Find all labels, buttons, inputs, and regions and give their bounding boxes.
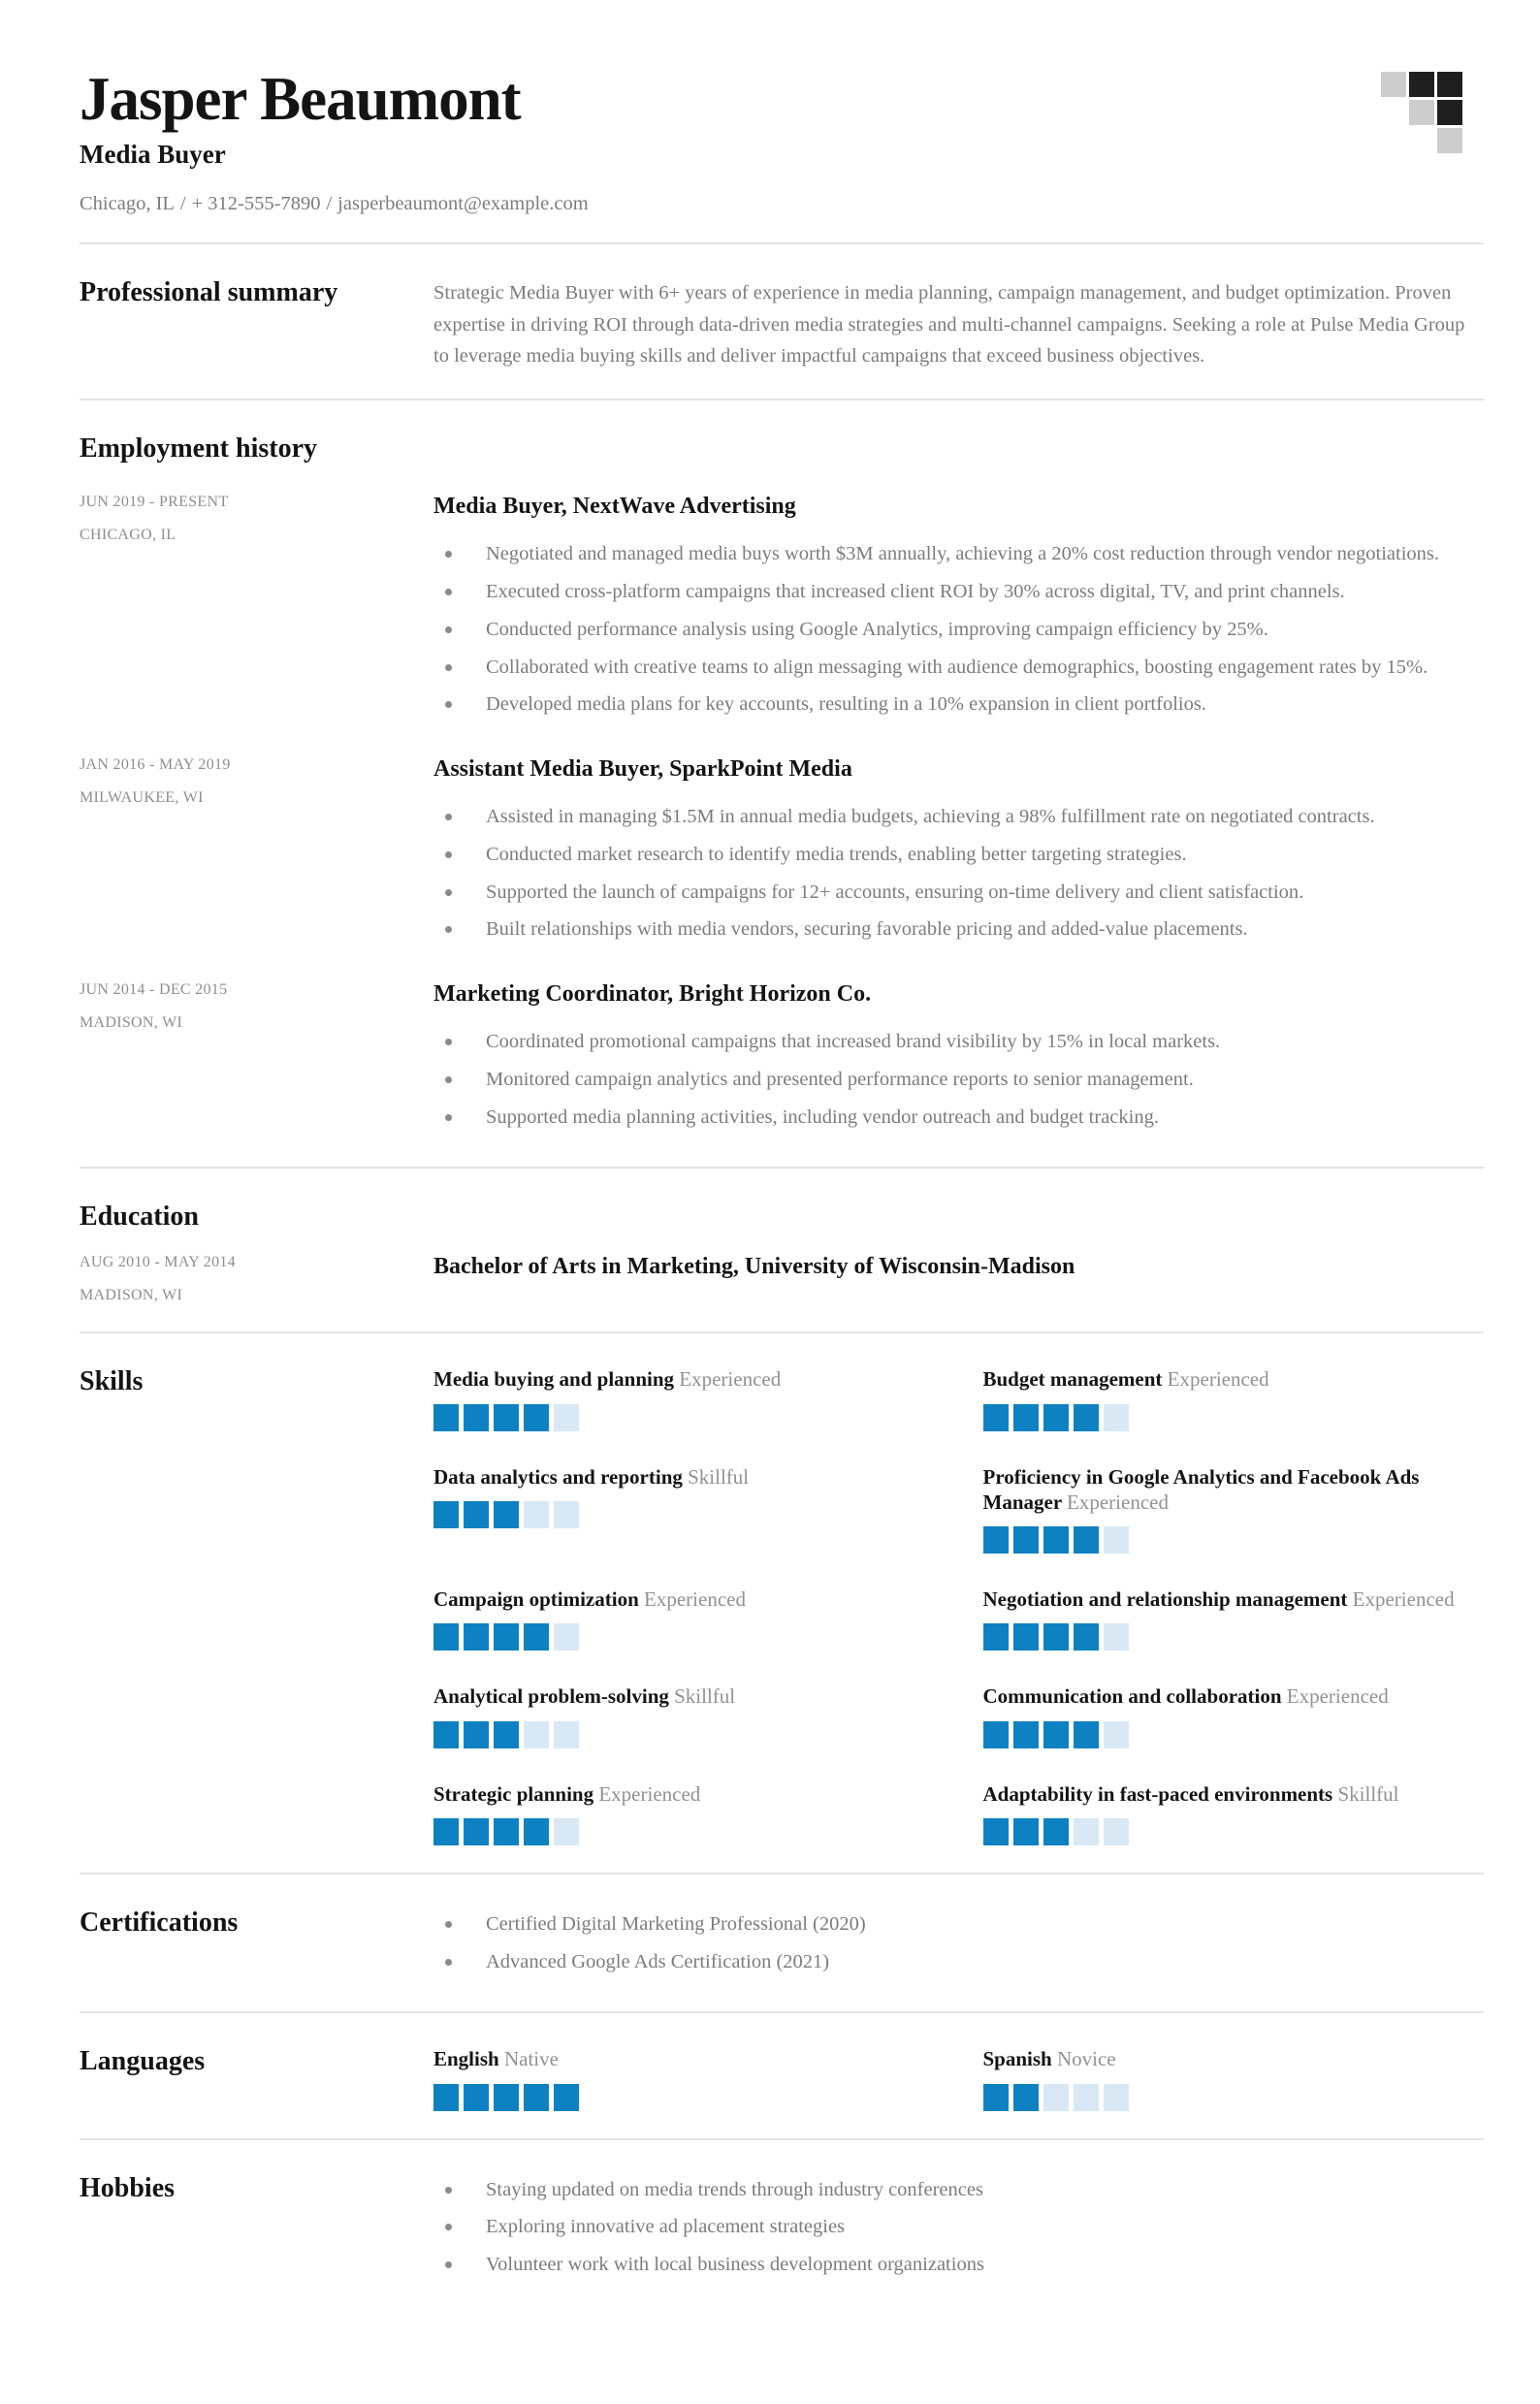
skill-level-label: Experienced: [1067, 1490, 1169, 1514]
level-square-filled: [1074, 1404, 1099, 1431]
language-level-bar: [983, 2084, 1485, 2111]
skill-name: Campaign optimization: [433, 1587, 639, 1612]
section-education: [80, 1169, 1484, 1304]
level-square-filled: [524, 1404, 549, 1431]
education-degree: Bachelor of Arts in Marketing, University of Wisconsin-Madison: [433, 1254, 1075, 1280]
language-item: [433, 2046, 935, 2110]
level-square-filled: [464, 1818, 489, 1845]
skill-name: Budget management: [982, 1367, 1163, 1392]
employment-heading: Employment history: [80, 433, 317, 465]
level-square-filled: [494, 1623, 519, 1651]
job-dates: JUN 2014 - DEC 2015: [80, 981, 228, 999]
level-square-filled: [494, 2084, 519, 2111]
contact-location: Chicago, IL: [80, 193, 175, 215]
level-square-empty: [1104, 1818, 1129, 1845]
level-square-empty: [524, 1501, 549, 1528]
level-square-filled: [433, 1501, 459, 1528]
level-square-filled: [1074, 1721, 1099, 1748]
job-bullet: Negotiated and managed media buys worth $3M annually, achieving a 20% cost reduction through vendor negotiations.: [433, 539, 1484, 569]
job-dates: JUN 2019 - PRESENT: [80, 494, 229, 511]
skill-level-bar: [983, 1721, 1485, 1748]
level-square-empty: [1104, 1526, 1129, 1554]
level-square-filled: [494, 1818, 519, 1845]
section-certifications: [80, 1875, 1484, 1985]
job-bullet: Collaborated with creative teams to align messaging with audience demographics, boosting engagement rates by 15%.: [433, 653, 1484, 683]
level-square-filled: [554, 2084, 579, 2111]
education-meta: [80, 1254, 433, 1304]
level-square-filled: [983, 1623, 1009, 1651]
skill-level-bar: [433, 1818, 935, 1845]
hobby-list: [433, 2175, 1484, 2288]
skills-grid: [433, 1366, 1484, 1845]
skill-name: Analytical problem-solving: [433, 1684, 669, 1709]
level-square-filled: [983, 1526, 1009, 1554]
level-square-filled: [1043, 1526, 1069, 1554]
level-square-empty: [524, 1721, 549, 1748]
language-name: English: [433, 2047, 499, 2071]
skill-name: Strategic planning: [433, 1781, 594, 1806]
level-square-filled: [983, 1818, 1009, 1845]
level-square-filled: [1043, 1623, 1069, 1651]
skill-level-label: Experienced: [1352, 1587, 1455, 1612]
header: [80, 65, 1484, 215]
skill-item: [983, 1781, 1485, 1845]
skill-item: [433, 1587, 935, 1651]
level-square-filled: [983, 1721, 1009, 1748]
contact-separator: /: [326, 193, 333, 215]
job-detail: [433, 981, 1484, 1139]
logo-cell-dark: [1409, 72, 1434, 97]
skill-item: [433, 1683, 935, 1747]
skill-level-bar: [433, 1623, 935, 1651]
job-dates: JAN 2016 - MAY 2019: [80, 756, 231, 774]
job-bullet: Assisted in managing $1.5M in annual media budgets, achieving a 98% fulfillment rate on negotiated contracts.: [433, 802, 1484, 832]
certification-item: Certified Digital Marketing Professional (2020): [433, 1909, 1484, 1939]
skill-level-bar: [983, 1526, 1485, 1554]
job-location: CHICAGO, IL: [80, 527, 176, 544]
skill-level-bar: [983, 1404, 1485, 1431]
skill-name: Data analytics and reporting: [433, 1464, 683, 1489]
job-bullet: Supported the launch of campaigns for 12+ accounts, ensuring on-time delivery and client satisfaction.: [433, 878, 1484, 908]
level-square-filled: [1013, 1623, 1039, 1651]
level-square-empty: [554, 1623, 579, 1651]
level-square-filled: [464, 1623, 489, 1651]
job-bullet: Coordinated promotional campaigns that increased brand visibility by 15% in local markets.: [433, 1027, 1484, 1057]
skill-name: Negotiation and relationship management: [982, 1587, 1348, 1612]
level-square-empty: [1104, 2084, 1129, 2111]
job-entry: [80, 756, 1484, 952]
skill-level-label: Experienced: [1167, 1367, 1269, 1392]
level-square-filled: [524, 1623, 549, 1651]
logo-cell-none: [1381, 128, 1406, 153]
skill-item: [983, 1587, 1485, 1651]
summary-text: Strategic Media Buyer with 6+ years of experience in media planning, campaign management, and budget optimization. Proven expertise in driving ROI through data-driven media strategies and multi-channel campaigns. Seeking a role at Pulse Media Group to leverage media buying skills and deliver impactful campaigns that exceed business objectives.: [433, 282, 1465, 367]
level-square-empty: [1074, 1818, 1099, 1845]
level-square-empty: [1104, 1623, 1129, 1651]
hobbies-heading: Hobbies: [80, 2172, 176, 2203]
education-location: MADISON, WI: [80, 1287, 183, 1304]
level-square-filled: [1043, 1404, 1069, 1431]
skill-item: [983, 1366, 1485, 1430]
level-square-filled: [1013, 1404, 1039, 1431]
language-level-label: Native: [503, 2047, 559, 2071]
job-bullet: Executed cross-platform campaigns that increased client ROI by 30% across digital, TV, and print channels.: [433, 577, 1484, 607]
section-languages: [80, 2013, 1484, 2110]
skill-level-label: Experienced: [679, 1367, 782, 1392]
level-square-filled: [524, 1818, 549, 1845]
skill-item: [433, 1781, 935, 1845]
skill-item: [983, 1683, 1485, 1747]
level-square-filled: [524, 2084, 549, 2111]
level-square-filled: [1074, 1623, 1099, 1651]
skill-level-bar: [983, 1818, 1485, 1845]
level-square-filled: [1074, 1526, 1099, 1554]
skill-item: [433, 1464, 935, 1555]
education-heading: Education: [80, 1202, 199, 1233]
job-bullet: Conducted market research to identify media trends, enabling better targeting strategies.: [433, 840, 1484, 870]
job-bullet: Built relationships with media vendors, securing favorable pricing and added-value placements.: [433, 914, 1484, 945]
job-bullet: Conducted performance analysis using Google Analytics, improving campaign efficiency by 25%.: [433, 615, 1484, 645]
skill-name: Communication and collaboration: [982, 1684, 1282, 1709]
job-location: MADISON, WI: [80, 1014, 183, 1032]
level-square-filled: [494, 1501, 519, 1528]
level-square-filled: [464, 1404, 489, 1431]
section-employment: [80, 401, 1484, 1139]
certification-item: Advanced Google Ads Certification (2021): [433, 1947, 1484, 1977]
level-square-filled: [494, 1404, 519, 1431]
skill-level-bar: [433, 1721, 935, 1748]
level-square-empty: [1074, 2084, 1099, 2111]
certification-list: [433, 1909, 1484, 1985]
language-level-bar: [433, 2084, 935, 2111]
job-title: Assistant Media Buyer, SparkPoint Media: [433, 756, 852, 783]
logo-cell-light: [1437, 128, 1462, 153]
candidate-title: Media Buyer: [80, 140, 226, 170]
job-title: Media Buyer, NextWave Advertising: [433, 494, 796, 520]
level-square-empty: [554, 1404, 579, 1431]
level-square-filled: [1013, 1721, 1039, 1748]
section-summary: [80, 244, 1484, 371]
skill-level-label: Experienced: [644, 1587, 746, 1612]
level-square-empty: [1104, 1404, 1129, 1431]
job-meta: [80, 494, 433, 727]
level-square-filled: [983, 2084, 1009, 2111]
level-square-filled: [464, 1501, 489, 1528]
job-title: Marketing Coordinator, Bright Horizon Co.: [433, 981, 872, 1008]
job-detail: [433, 494, 1484, 727]
level-square-filled: [1013, 1526, 1039, 1554]
job-bullet: Supported media planning activities, including vendor outreach and budget tracking.: [433, 1103, 1484, 1133]
squares-logo-icon: [1381, 72, 1462, 153]
hobby-item: Exploring innovative ad placement strategies: [433, 2212, 1484, 2242]
logo-cell-dark: [1437, 72, 1462, 97]
languages-heading: Languages: [80, 2046, 206, 2077]
level-square-filled: [433, 1404, 459, 1431]
language-name: Spanish: [982, 2047, 1052, 2071]
job-bullet-list: [433, 539, 1484, 720]
logo-cell-none: [1409, 128, 1434, 153]
candidate-name: Jasper Beaumont: [80, 65, 521, 133]
level-square-empty: [1104, 1721, 1129, 1748]
level-square-filled: [1013, 1818, 1039, 1845]
job-entry: [80, 981, 1484, 1139]
header-identity: [80, 65, 589, 215]
skill-name: Proficiency in Google Analytics and Facebook Ads Manager: [982, 1464, 1420, 1514]
contact-phone: + 312-555-7890: [191, 193, 321, 215]
certifications-heading: Certifications: [80, 1907, 239, 1938]
level-square-filled: [1043, 1721, 1069, 1748]
job-bullet-list: [433, 1027, 1484, 1132]
job-bullet: Developed media plans for key accounts, resulting in a 10% expansion in client portfolios.: [433, 689, 1484, 720]
job-bullet-list: [433, 802, 1484, 945]
language-level-label: Novice: [1056, 2047, 1116, 2071]
language-item: [983, 2046, 1485, 2110]
level-square-filled: [1013, 2084, 1039, 2111]
level-square-empty: [554, 1501, 579, 1528]
education-entry: [80, 1254, 1484, 1304]
skill-level-label: Skillful: [688, 1464, 750, 1489]
skill-level-label: Experienced: [1286, 1684, 1389, 1709]
level-square-filled: [433, 2084, 459, 2111]
level-square-filled: [494, 1721, 519, 1748]
logo-cell-light: [1381, 72, 1406, 97]
hobby-item: Staying updated on media trends through industry conferences: [433, 2175, 1484, 2205]
level-square-filled: [983, 1404, 1009, 1431]
contact-email: jasperbeaumont@example.com: [337, 193, 589, 215]
summary-heading: Professional summary: [80, 277, 338, 308]
skill-name: Media buying and planning: [433, 1367, 675, 1392]
skill-level-label: Skillful: [1337, 1781, 1399, 1806]
job-location: MILWAUKEE, WI: [80, 789, 204, 807]
level-square-filled: [1043, 1818, 1069, 1845]
skills-heading: Skills: [80, 1366, 144, 1397]
level-square-filled: [433, 1721, 459, 1748]
contact-separator: /: [179, 193, 186, 215]
languages-grid: [433, 2046, 1484, 2110]
contact-line: [80, 193, 589, 215]
level-square-empty: [554, 1721, 579, 1748]
level-square-filled: [464, 1721, 489, 1748]
skill-level-label: Experienced: [598, 1781, 701, 1806]
skill-level-bar: [433, 1501, 935, 1528]
job-bullet: Monitored campaign analytics and presented performance reports to senior management.: [433, 1065, 1484, 1095]
education-dates: AUG 2010 - MAY 2014: [80, 1254, 236, 1271]
skill-level-label: Skillful: [674, 1684, 736, 1709]
level-square-filled: [433, 1623, 459, 1651]
level-square-filled: [464, 2084, 489, 2111]
job-detail: [433, 756, 1484, 952]
logo-cell-dark: [1437, 100, 1462, 125]
section-skills: [80, 1333, 1484, 1845]
logo-cell-none: [1381, 100, 1406, 125]
skill-item: [433, 1366, 935, 1430]
level-square-empty: [554, 1818, 579, 1845]
skill-level-bar: [433, 1404, 935, 1431]
level-square-filled: [433, 1818, 459, 1845]
skill-name: Adaptability in fast-paced environments: [982, 1781, 1333, 1806]
level-square-empty: [1043, 2084, 1069, 2111]
skill-item: [983, 1464, 1485, 1555]
section-hobbies: [80, 2140, 1484, 2288]
hobby-item: Volunteer work with local business development organizations: [433, 2250, 1484, 2280]
skill-level-bar: [983, 1623, 1485, 1651]
logo-cell-light: [1409, 100, 1434, 125]
job-entry: [80, 494, 1484, 727]
job-meta: [80, 756, 433, 952]
job-meta: [80, 981, 433, 1139]
